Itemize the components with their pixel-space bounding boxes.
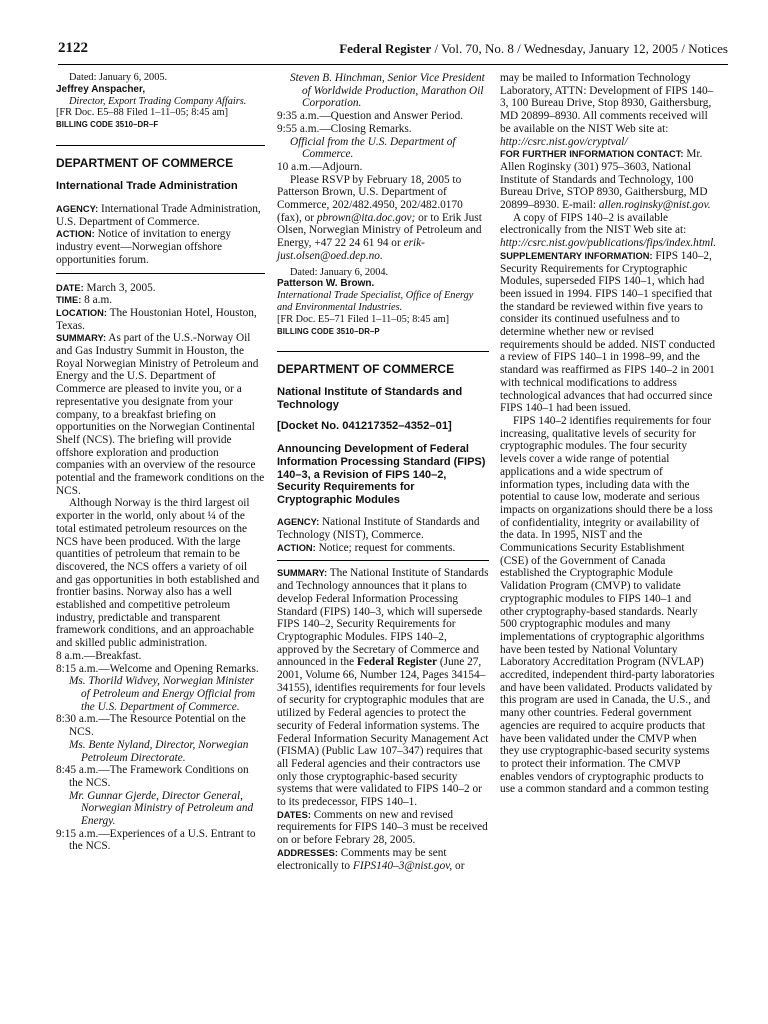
column-1 bbox=[56, 72, 265, 853]
subagency-heading: International Trade Administration bbox=[56, 179, 238, 192]
speaker-line: Official from the U.S. Department of Commerce. bbox=[290, 135, 456, 161]
header-rule bbox=[58, 64, 728, 65]
schedule-item: 8:30 a.m.—The Resource Potential on the NCS. bbox=[56, 713, 246, 739]
page-number: 2122 bbox=[58, 40, 88, 56]
addresses-para: ADDRESSES: Comments may be sent electronically to FIPS140–3@nist.gov, or bbox=[277, 846, 465, 872]
contact-para: FOR FURTHER INFORMATION CONTACT: Mr. Allen Roginsky (301) 975–3603, National Institute of Standards and Technology, 100 Bureau Drive, STOP 8930, Gaithersburg, MD 20899–8930. E-mail: allen.roginsky@nist.gov. bbox=[500, 148, 711, 212]
schedule-item: 9:35 a.m.—Question and Answer Period. bbox=[277, 110, 464, 123]
agency-heading: DEPARTMENT OF COMMERCE bbox=[56, 155, 234, 170]
action-para: ACTION: Notice of invitation to energy industry event—Norwegian offshore opportunities forum. bbox=[56, 228, 232, 266]
journal-name: Federal Register bbox=[339, 41, 432, 56]
action-para: ACTION: Notice; request for comments. bbox=[277, 541, 456, 554]
agency-heading: DEPARTMENT OF COMMERCE bbox=[277, 362, 455, 377]
docket-number: [Docket No. 041217352–4352–01] bbox=[277, 420, 452, 433]
web-link[interactable]: http://csrc.nist.gov/publications/fips/index.html. bbox=[500, 237, 717, 250]
summary-para: SUMMARY: As part of the U.S.-Norway Oil and Gas Industry Summit in Houston, the Royal Norwegian Ministry of Petroleum and Energy and the U.S. Department of Commerce are pleased to invite you, or a representative you designate from your company, to a breakfast briefing on opportunities on the Norwegian Continental Shelf (NCS). The briefing will provide offshore exploration and production companies with an overview of the resource potential and the framework conditions on the NCS. bbox=[56, 332, 265, 497]
web-link[interactable]: http://csrc.nist.gov/cryptval/ bbox=[500, 135, 628, 148]
schedule-item: 8 a.m.—Breakfast. bbox=[56, 649, 142, 662]
billing-code: BILLING CODE 3510–DR–P bbox=[277, 326, 380, 336]
rsvp-paragraph: Please RSVP by February 18, 2005 to Patterson Brown, U.S. Department of Commerce, 202/482.4950, 202/482.0170 (fax), or pbrown@ita.doc.gov; or to Erik Just Olsen, Norwegian Ministry of Petroleum and Energy, +47 22 24 61 94 or erik-just.olsen@oed.dep.no. bbox=[277, 173, 482, 262]
email-link[interactable]: pbrown@ita.doc.gov; bbox=[316, 211, 416, 224]
schedule-item: 10 a.m.—Adjourn. bbox=[277, 160, 363, 173]
dated-line: Dated: January 6, 2004. bbox=[290, 266, 389, 278]
time-para: TIME: 8 a.m. bbox=[56, 294, 113, 307]
email-link[interactable]: erik-just.olsen@oed.dep.no. bbox=[277, 237, 425, 262]
issue-info: / Vol. 70, No. 8 / Wednesday, January 12, 2005 / Notices bbox=[431, 41, 728, 56]
running-header bbox=[58, 40, 728, 60]
agency-para: AGENCY: National Institute of Standards and Technology (NIST), Commerce. bbox=[277, 516, 480, 541]
agency-para: AGENCY: International Trade Administration, U.S. Department of Commerce. bbox=[56, 202, 261, 228]
copy-paragraph: A copy of FIPS 140–2 is available electronically from the NIST Web site at: http://csrc.nist.gov/publications/fips/index.html. bbox=[500, 211, 717, 250]
schedule-item: 8:15 a.m.—Welcome and Opening Remarks. bbox=[56, 662, 259, 675]
schedule-item: 9:15 a.m.—Experiences of a U.S. Entrant to the NCS. bbox=[56, 827, 256, 853]
schedule-item: 8:45 a.m.—The Framework Conditions on the NCS. bbox=[56, 764, 249, 789]
supplementary-para: SUPPLEMENTARY INFORMATION: FIPS 140–2, Security Requirements for Cryptographic Modules, superseded FIPS 140–1, which had been issued in 1994. FIPS 140–1 specified that the standard be reviewed within five years to consider its continued usefulness and to determine whether new or revised requirements should be added. NIST conducted a review of FIPS 140–1 in 1998–99, and the standard was reaffirmed as FIPS 140–2 in 2001 with technical modifications to address technological advances that had occurred since FIPS 140–1 had been issued. bbox=[500, 249, 716, 415]
email-link[interactable]: allen.roginsky@nist.gov. bbox=[598, 199, 711, 212]
body-paragraph: FIPS 140–2 identifies requirements for four increasing, qualitative levels of security for cryptographic modules. The four security levels cover a wide range of potential applications and a wide spectrum of information types, including data with the potential to cause low, moderate and serious impacts on organizations should there be a loss of confidentiality, integrity or availability of the data. In 1995, NIST and the Communications Security Establishment (CSE) of the Government of Canada established the Cryptographic Module Validation Program (CMVP) to validate cryptographic modules to FIPS 140–1 and other cryptography-based standards. Nearly 500 cryptographic modules and many implementations of cryptographic algorithms have been tested by National Voluntary Laboratory Accreditation Program (NVLAP) accredited, independent third-party laboratories and have been validated. Products validated by this program are used in Canada, the U.S., and many other countries. Federal government agencies are required to acquire products that have been validated under the CMVP when they use cryptographic-based security systems to protect their information. The CMVP enables vendors of cryptographic products to use a common standard and a common testing bbox=[500, 414, 715, 796]
fr-doc-line: [FR Doc. E5–88 Filed 1–11–05; 8:45 am] bbox=[56, 107, 229, 119]
billing-code: BILLING CODE 3510–DR–F bbox=[56, 120, 159, 130]
speaker-line: Steven B. Hinchman, Senior Vice President of Worldwide Production, Marathon Oil Corporation. bbox=[290, 72, 485, 110]
mail-paragraph: may be mailed to Information Technology Laboratory, ATTN: Development of FIPS 140–3, 100 Bureau Drive, Stop 8930, Gaithersburg, MD 20899–8930. All comments received will be available on the NIST Web site at: http://csrc.nist.gov/cryptval/ bbox=[500, 72, 714, 148]
speaker-line: Ms. Thorild Widvey, Norwegian Minister of Petroleum and Energy Official from the U.S. Department of Commerce. bbox=[69, 675, 256, 713]
signer-name: Patterson W. Brown. bbox=[277, 278, 375, 290]
date-para: DATE: March 3, 2005. bbox=[56, 281, 156, 294]
running-title bbox=[339, 41, 728, 57]
subagency-heading: National Institute of Standards and Technology bbox=[277, 386, 463, 412]
speaker-line: Mr. Gunnar Gjerde, Director General, Norwegian Ministry of Petroleum and Energy. bbox=[69, 789, 254, 828]
signer-title: International Trade Specialist, Office of Energy and Environmental Industries. bbox=[277, 290, 474, 313]
schedule-item: 9:55 a.m.—Closing Remarks. bbox=[277, 122, 412, 135]
email-link[interactable]: FIPS140–3@nist.gov, bbox=[352, 859, 453, 872]
signer-name: Jeffrey Anspacher, bbox=[56, 83, 146, 95]
column-2 bbox=[277, 72, 489, 872]
speaker-line: Ms. Bente Nyland, Director, Norwegian Petroleum Directorate. bbox=[69, 738, 249, 764]
column-3 bbox=[500, 72, 715, 796]
notice-title: Announcing Development of Federal Information Processing Standard (FIPS) 140–3, a Revision of FIPS 140–2, Security Requirements for Cryptographic Modules bbox=[277, 443, 486, 506]
signature-block-2 bbox=[277, 267, 489, 338]
dated-line: Dated: January 6, 2005. bbox=[69, 72, 168, 83]
summary-para: SUMMARY: The National Institute of Standards and Technology announces that it plans to develop Federal Information Processing Standard (FIPS) 140–3, which will supersede FIPS 140–2, Security Requirements for Cryptographic Modules. FIPS 140–2, approved by the Secretary of Commerce and announced in the Federal Register (June 27, 2001, Volume 66, Number 124, Pages 34154–34155), identifies requirements for four levels of security for cryptographic modules that are utilized by Federal agencies to protect the security of Federal information systems. The Federal Information Security Management Act (FISMA) (Public Law 107–347) requires that all Federal agencies and their contractors use only those cryptographic-based security systems that were validated to FIPS 140–2 or to its predecessor, FIPS 140–1. bbox=[277, 567, 489, 809]
body-paragraph: Although Norway is the third largest oil exporter in the world, only about ¼ of the total estimated petroleum resources on the NCS have been produced. With the large quantities of petroleum that remain to be discovered, the NCS offers a variety of oil and gas opportunities in both established and frontier basins. Norway also has a well established and competitive petroleum industry, predictable and transparent framework conditions, and an approachable and skilled public administration. bbox=[56, 497, 260, 650]
signature-block-1 bbox=[56, 72, 265, 131]
signer-title: Director, Export Trading Company Affairs. bbox=[69, 95, 247, 107]
fr-doc-line: [FR Doc. E5–71 Filed 1–11–05; 8:45 am] bbox=[277, 313, 450, 325]
location-para: LOCATION: The Houstonian Hotel, Houston, Texas. bbox=[56, 306, 257, 332]
dates-para: DATES: Comments on new and revised requirements for FIPS 140–3 must be received on or before Febrary 28, 2005. bbox=[277, 808, 488, 847]
